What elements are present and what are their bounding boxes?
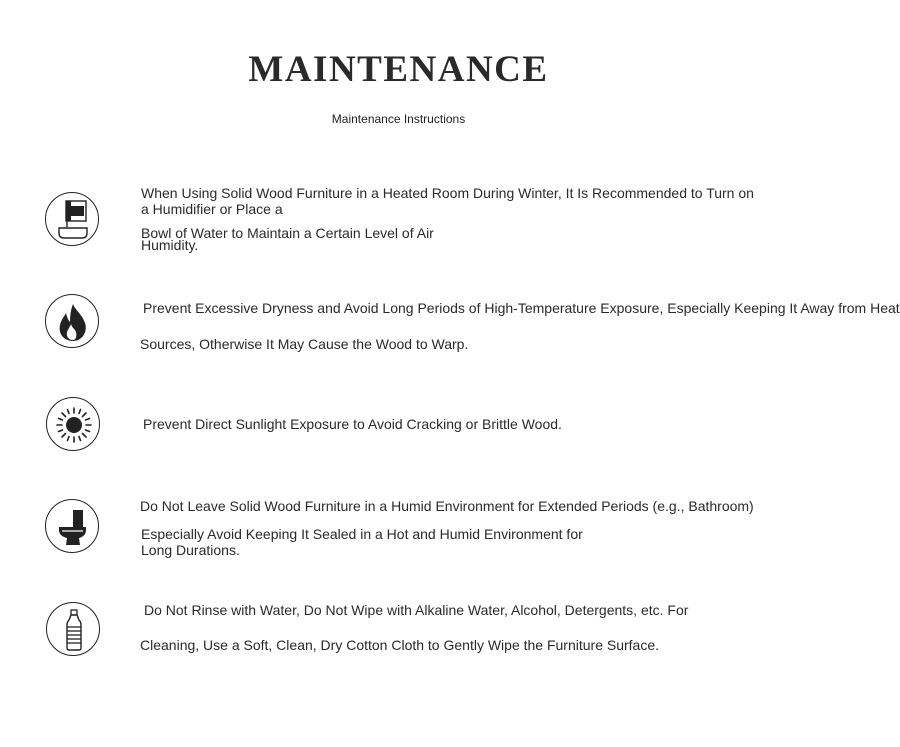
item-1-line-4: Humidity. xyxy=(141,237,199,253)
item-1-line-3: Bowl of Water to Maintain a Certain Level of Air xyxy=(141,225,434,241)
page-title: MAINTENANCE xyxy=(248,49,549,90)
page-subtitle: Maintenance Instructions xyxy=(331,112,466,126)
item-4-line-1: Do Not Leave Solid Wood Furniture in a Humid Environment for Extended Periods (e.g., Bathroom) xyxy=(140,498,754,514)
toilet-icon xyxy=(45,499,99,553)
sun-icon xyxy=(46,397,100,451)
bottle-icon xyxy=(46,602,100,656)
item-1-line-2: a Humidifier or Place a xyxy=(141,201,283,217)
item-4-line-3: Long Durations. xyxy=(141,542,240,558)
item-2-line-2: Sources, Otherwise It May Cause the Wood to Warp. xyxy=(140,336,469,352)
item-4-line-2: Especially Avoid Keeping It Sealed in a Hot and Humid Environment for xyxy=(141,526,583,542)
item-3-line-1: Prevent Direct Sunlight Exposure to Avoid Cracking or Brittle Wood. xyxy=(143,416,562,432)
flame-icon xyxy=(45,294,99,348)
item-5-line-2: Cleaning, Use a Soft, Clean, Dry Cotton Cloth to Gently Wipe the Furniture Surface. xyxy=(140,637,660,653)
item-1-line-1: When Using Solid Wood Furniture in a Heated Room During Winter, It Is Recommended to Turn on xyxy=(141,185,754,201)
item-5-line-1: Do Not Rinse with Water, Do Not Wipe with Alkaline Water, Alcohol, Detergents, etc. For xyxy=(144,602,689,618)
humidifier-icon xyxy=(45,192,99,246)
item-2-line-1: Prevent Excessive Dryness and Avoid Long Periods of High-Temperature Exposure, Especially Keeping It Away from Heat xyxy=(143,300,900,316)
